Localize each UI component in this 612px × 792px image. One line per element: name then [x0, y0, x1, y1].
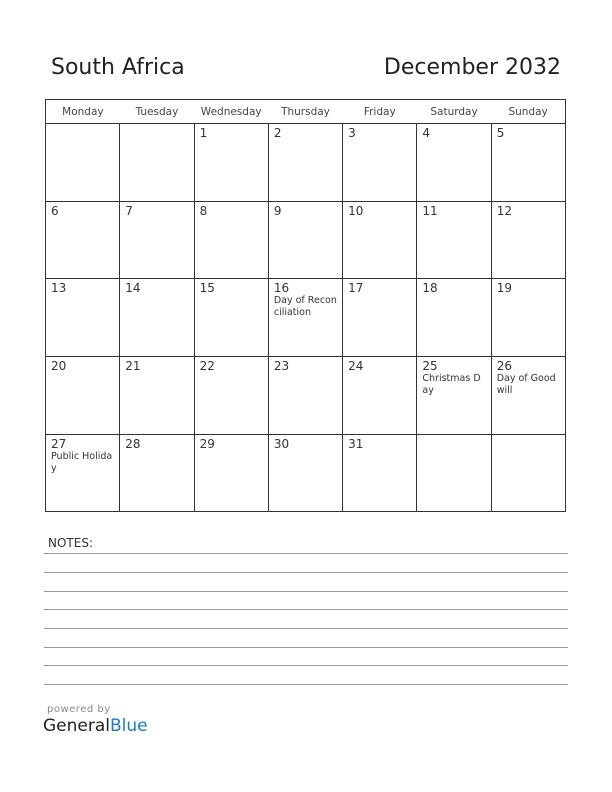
day-number: 8: [199, 204, 208, 218]
day-number: 4: [422, 126, 431, 140]
notes-label: NOTES:: [48, 536, 93, 550]
day-cell[interactable]: [194, 279, 268, 357]
powered-by: powered by: [47, 704, 111, 715]
country-title: South Africa: [51, 55, 185, 80]
week-row: [46, 357, 566, 435]
day-number: 15: [199, 281, 215, 295]
week-row: [46, 279, 566, 357]
day-number: 12: [496, 204, 512, 218]
note-line: [44, 647, 568, 648]
day-cell[interactable]: [343, 435, 417, 512]
day-cell[interactable]: [343, 279, 417, 357]
holiday-label: Day of Reconciliation: [273, 295, 337, 318]
day-number: 27: [51, 437, 67, 451]
day-number: 6: [51, 204, 59, 218]
day-number: 25: [422, 359, 438, 373]
day-number: 30: [273, 437, 290, 451]
day-cell[interactable]: [491, 357, 565, 435]
note-line: [44, 553, 568, 554]
day-number: 22: [199, 359, 215, 373]
note-line: [44, 628, 568, 629]
day-cell[interactable]: [194, 202, 268, 279]
day-cell[interactable]: [46, 435, 120, 512]
day-cell[interactable]: [343, 202, 417, 279]
week-row: [46, 435, 566, 512]
day-cell[interactable]: [120, 202, 194, 279]
holiday-label: Public Holiday: [51, 451, 113, 474]
day-number: 18: [422, 281, 438, 295]
day-number: 31: [348, 437, 364, 451]
day-cell[interactable]: [417, 124, 491, 202]
weekday-header: Tuesday: [120, 100, 194, 124]
day-cell[interactable]: [120, 279, 194, 357]
day-cell[interactable]: [268, 435, 342, 512]
brand-blue: Blue: [110, 716, 148, 736]
day-cell[interactable]: [268, 202, 342, 279]
day-cell[interactable]: [268, 357, 342, 435]
day-number: 29: [199, 437, 215, 451]
day-number: 19: [496, 281, 512, 295]
weekday-header: Thursday: [268, 100, 342, 124]
holiday-label: Christmas Day: [422, 373, 481, 396]
day-cell[interactable]: [491, 435, 565, 512]
day-cell[interactable]: [268, 279, 342, 357]
note-line: [44, 591, 568, 592]
day-number: 10: [348, 204, 364, 218]
weekday-header: Saturday: [417, 100, 491, 124]
day-number: 11: [422, 204, 438, 218]
generalblue-logo: [43, 716, 148, 736]
day-cell[interactable]: [417, 357, 491, 435]
day-number: 28: [125, 437, 141, 451]
weekday-header: Sunday: [491, 100, 565, 124]
day-cell[interactable]: [120, 435, 194, 512]
day-cell[interactable]: [46, 279, 120, 357]
day-number: 3: [348, 126, 356, 140]
day-cell[interactable]: [46, 124, 120, 202]
day-cell[interactable]: [343, 124, 417, 202]
day-cell[interactable]: [491, 124, 565, 202]
day-cell[interactable]: [417, 202, 491, 279]
day-number: 21: [125, 359, 141, 373]
day-number: 20: [51, 359, 67, 373]
day-cell[interactable]: [120, 124, 194, 202]
day-number: 9: [273, 204, 282, 218]
holiday-label: Day of Goodwill: [496, 373, 556, 396]
day-number: 17: [348, 281, 364, 295]
week-row: [46, 124, 566, 202]
day-cell[interactable]: [194, 357, 268, 435]
note-line: [44, 684, 568, 685]
day-cell[interactable]: [417, 279, 491, 357]
day-cell[interactable]: [491, 279, 565, 357]
day-cell[interactable]: [417, 435, 491, 512]
note-line: [44, 665, 568, 666]
day-number: 1: [199, 126, 208, 140]
day-number: 16: [273, 281, 290, 295]
day-cell[interactable]: [194, 124, 268, 202]
note-line: [44, 572, 568, 573]
brand-general: General: [43, 716, 110, 736]
note-line: [44, 609, 568, 610]
day-number: 24: [348, 359, 364, 373]
day-cell[interactable]: [491, 202, 565, 279]
weekday-header: Wednesday: [194, 100, 268, 124]
weekday-header: Monday: [46, 100, 120, 124]
day-number: 26: [496, 359, 512, 373]
week-row: [46, 202, 566, 279]
weekday-header: Friday: [343, 100, 417, 124]
calendar-grid: [45, 99, 566, 512]
day-cell[interactable]: [343, 357, 417, 435]
day-number: 5: [496, 126, 505, 140]
day-cell[interactable]: [46, 202, 120, 279]
day-cell[interactable]: [120, 357, 194, 435]
month-title: December 2032: [383, 55, 561, 80]
day-cell[interactable]: [46, 357, 120, 435]
day-number: 13: [51, 281, 67, 295]
day-number: 23: [273, 359, 290, 373]
day-number: 7: [125, 204, 133, 218]
day-cell[interactable]: [268, 124, 342, 202]
day-number: 14: [125, 281, 141, 295]
day-cell[interactable]: [194, 435, 268, 512]
day-number: 2: [273, 126, 282, 140]
